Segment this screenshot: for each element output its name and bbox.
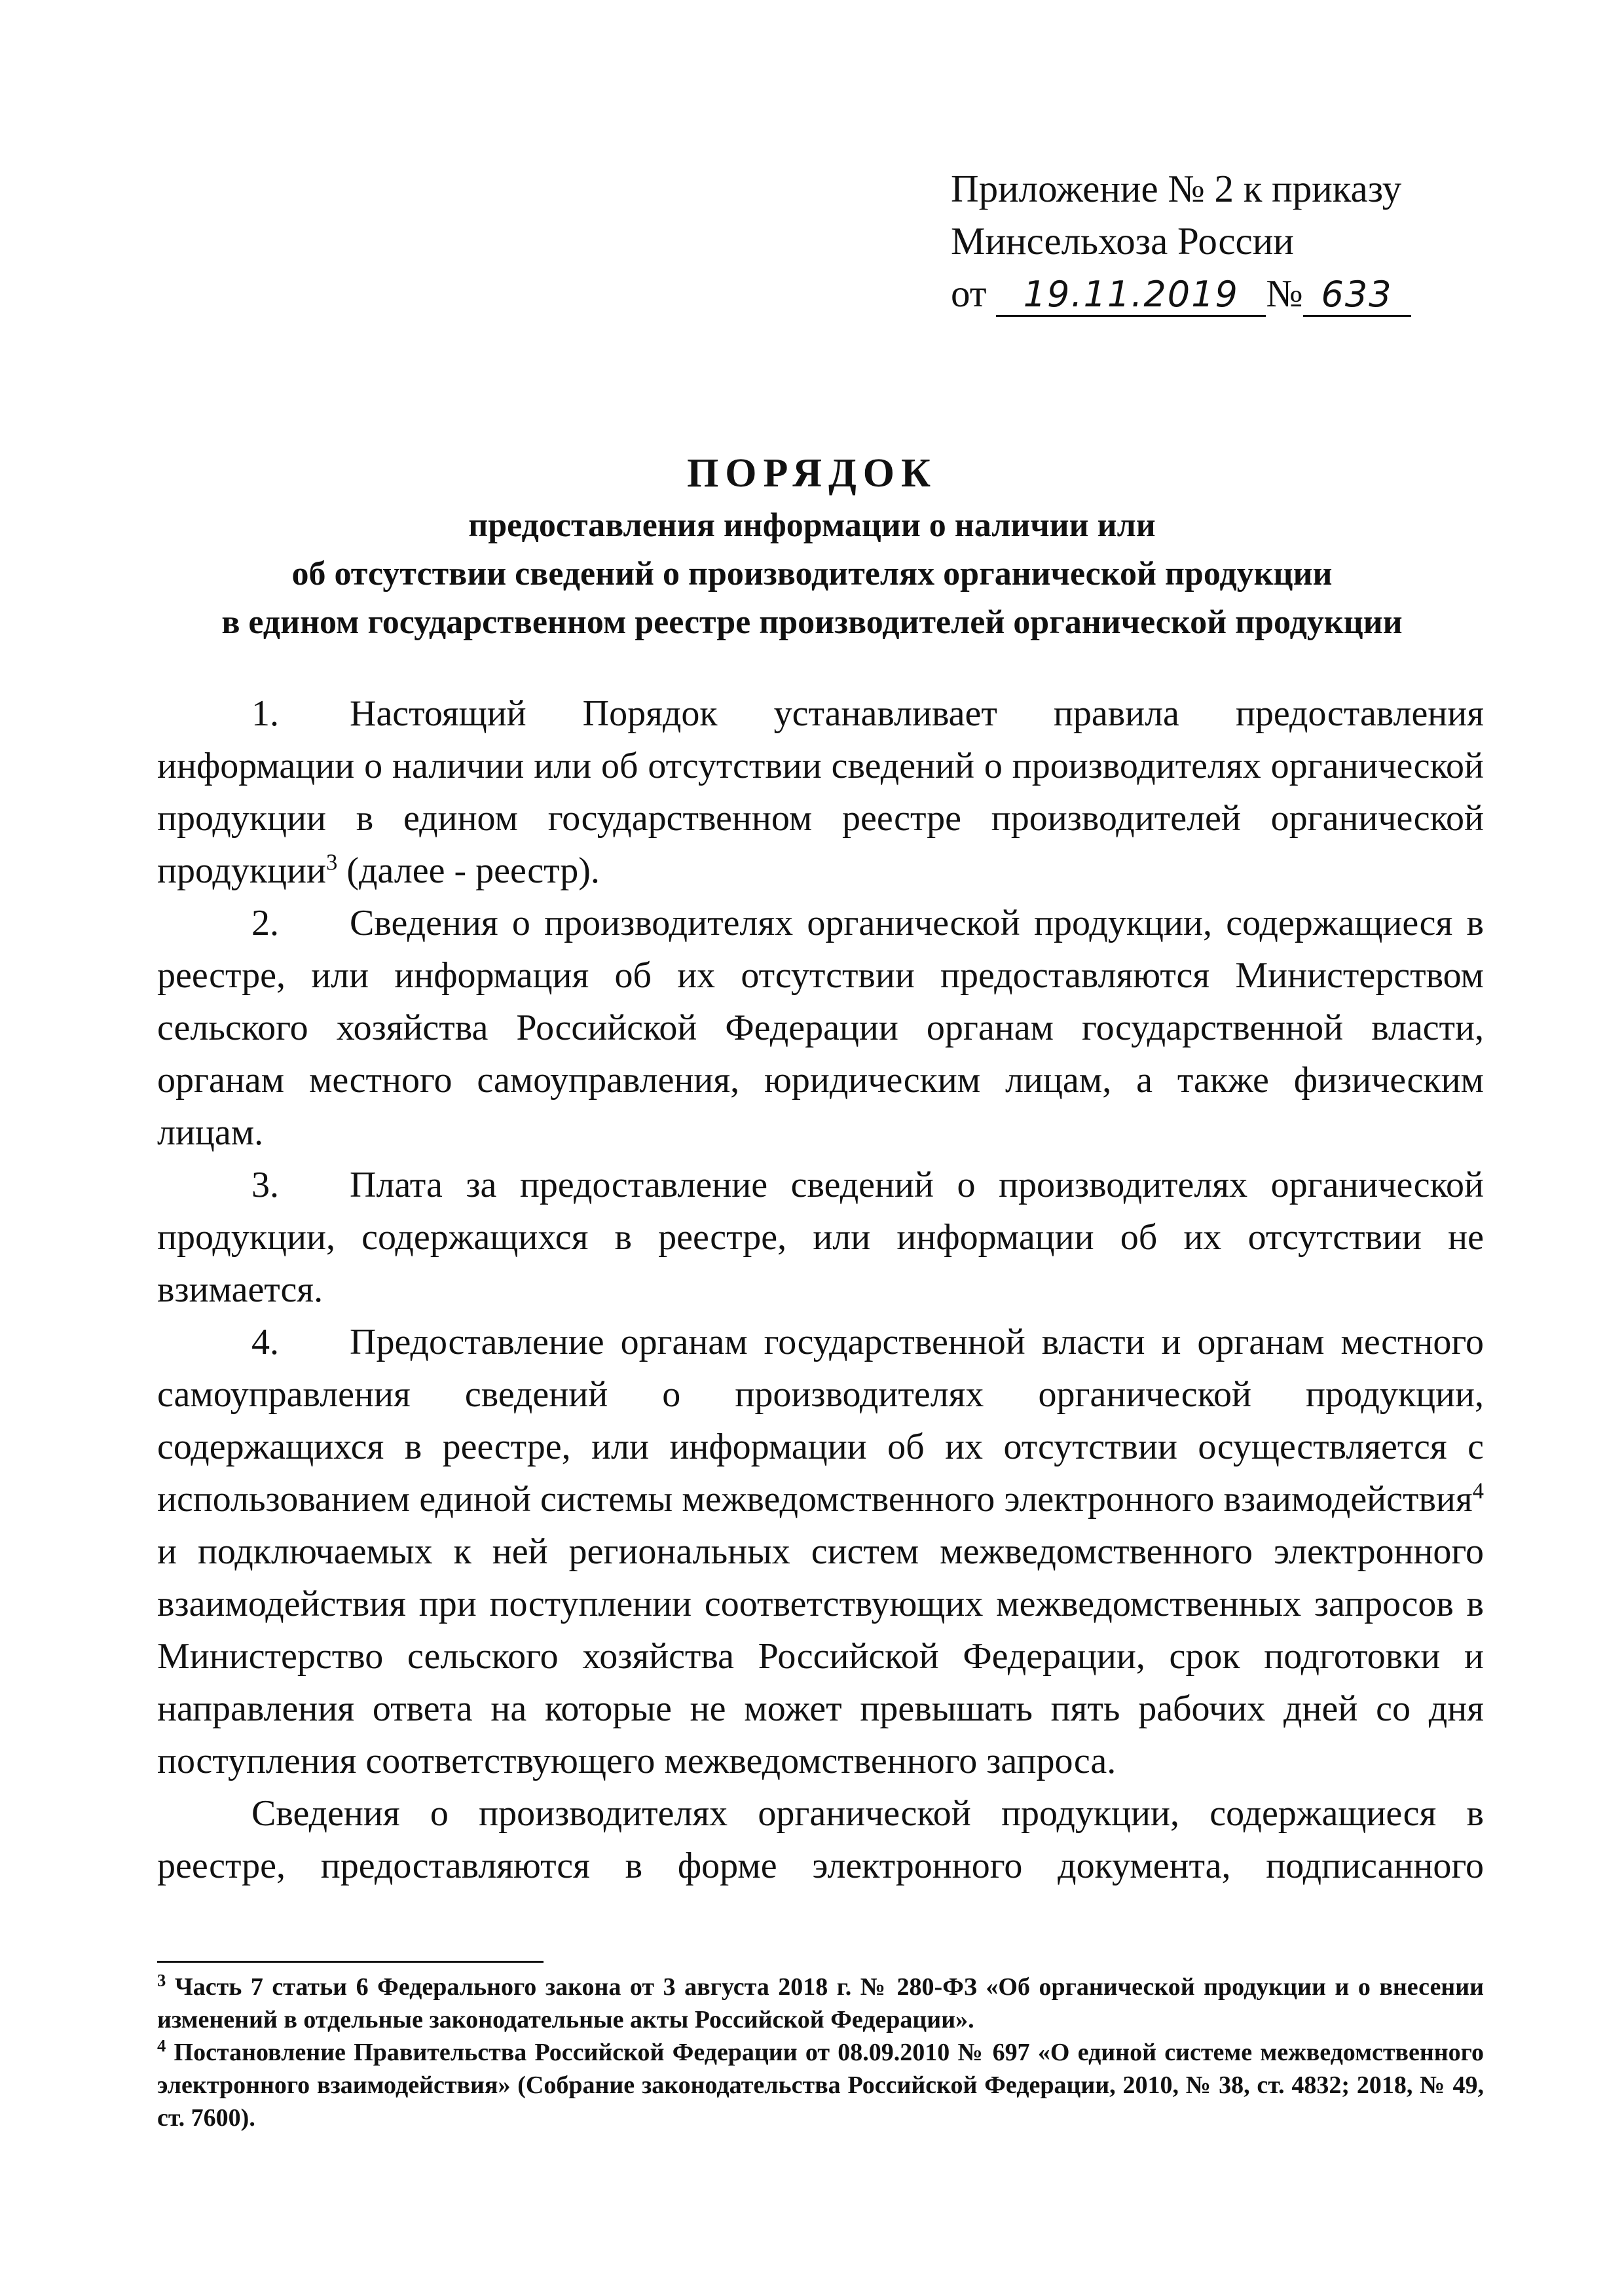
footnote-4-text: Постановление Правительства Российской Федерации от 08.09.2010 № 697 «О единой системе межведомственного электронного взаимодействия» (Собрание законодательства Российской Федерации, 2010, № 38, ст. 4832; 2018, № 49, ст. 7600).	[157, 2039, 1484, 2132]
handwritten-number: 633	[1303, 274, 1411, 317]
footnotes	[157, 1971, 1484, 2134]
paragraph-3	[157, 1159, 1484, 1316]
paragraph-5-text: Сведения о производителях органической продукции, содержащиеся в реестре, предоставляются в форме электронного документа, подписанного	[157, 1793, 1484, 1886]
attachment-line-3	[951, 267, 1411, 319]
paragraph-4-text-a: Предоставление органам государственной власти и органам местного самоуправления сведений о производителях органической продукции, содержащихся в реестре, или информации об их отсутствии осуществляется с использованием единой системы межведомственного электронного взаимодействия	[157, 1322, 1484, 1520]
title-main: ПОРЯДОК	[687, 451, 937, 496]
footnote-3-mark: 3	[157, 1970, 166, 1990]
footnote-3	[157, 1971, 1484, 2036]
paragraph-4-number: 4.	[251, 1322, 279, 1362]
title-sub-3: в едином государственном реестре производителей органической продукции	[221, 604, 1403, 641]
paragraph-2	[157, 897, 1484, 1159]
document-body	[157, 687, 1484, 1892]
footnote-ref-4: 4	[1472, 1478, 1484, 1504]
handwritten-date: 19.11.2019	[996, 274, 1266, 317]
paragraph-4	[157, 1316, 1484, 1787]
paragraph-1-number: 1.	[251, 693, 279, 734]
from-label: от	[951, 272, 987, 315]
paragraph-2-text: Сведения о производителях органической продукции, содержащиеся в реестре, или информация об их отсутствии предоставляются Министерством сельского хозяйства Российской Федерации органам государственной власти, органам местного самоуправления, юридическим лицам, а также физическим лицам.	[157, 903, 1484, 1153]
attachment-line-2: Минсельхоза России	[951, 219, 1294, 263]
footnote-4	[157, 2036, 1484, 2134]
paragraph-3-text: Плата за предоставление сведений о производителях органической продукции, содержащихся в реестре, или информации об их отсутствии не взимается.	[157, 1165, 1484, 1310]
paragraph-3-number: 3.	[251, 1165, 279, 1205]
attachment-header	[951, 162, 1411, 319]
document-title	[157, 445, 1467, 647]
footnote-3-text: Часть 7 статьи 6 Федерального закона от 3 августа 2018 г. № 280-ФЗ «Об органической продукции и о внесении изменений в отдельные законодательные акты Российской Федерации».	[157, 1973, 1484, 2033]
footnote-4-mark: 4	[157, 2035, 166, 2056]
paragraph-1	[157, 687, 1484, 897]
paragraph-2-number: 2.	[251, 903, 279, 943]
paragraph-4-text-b: и подключаемых к ней региональных систем межведомственного электронного взаимодействия при поступлении соответствующих межведомственных запросов в Министерство сельского хозяйства Российской Федерации, срок подготовки и направления ответа на которые не может превышать пять рабочих дней со дня поступления соответствующего межведомственного запроса.	[157, 1531, 1484, 1781]
attachment-line-1: Приложение № 2 к приказу	[951, 167, 1402, 210]
title-sub-2: об отсутствии сведений о производителях органической продукции	[291, 555, 1333, 592]
footnote-divider	[157, 1961, 544, 1963]
number-label: №	[1266, 272, 1303, 315]
paragraph-1-text-b: (далее - реестр).	[337, 850, 600, 891]
paragraph-1-text-a: Настоящий Порядок устанавливает правила предоставления информации о наличии или об отсутствии сведений о производителях органической продукции в едином государственном реестре производителей органической продукции	[157, 693, 1484, 891]
footnote-ref-3: 3	[325, 849, 338, 875]
title-sub-1: предоставления информации о наличии или	[468, 507, 1156, 544]
paragraph-5	[157, 1787, 1484, 1892]
